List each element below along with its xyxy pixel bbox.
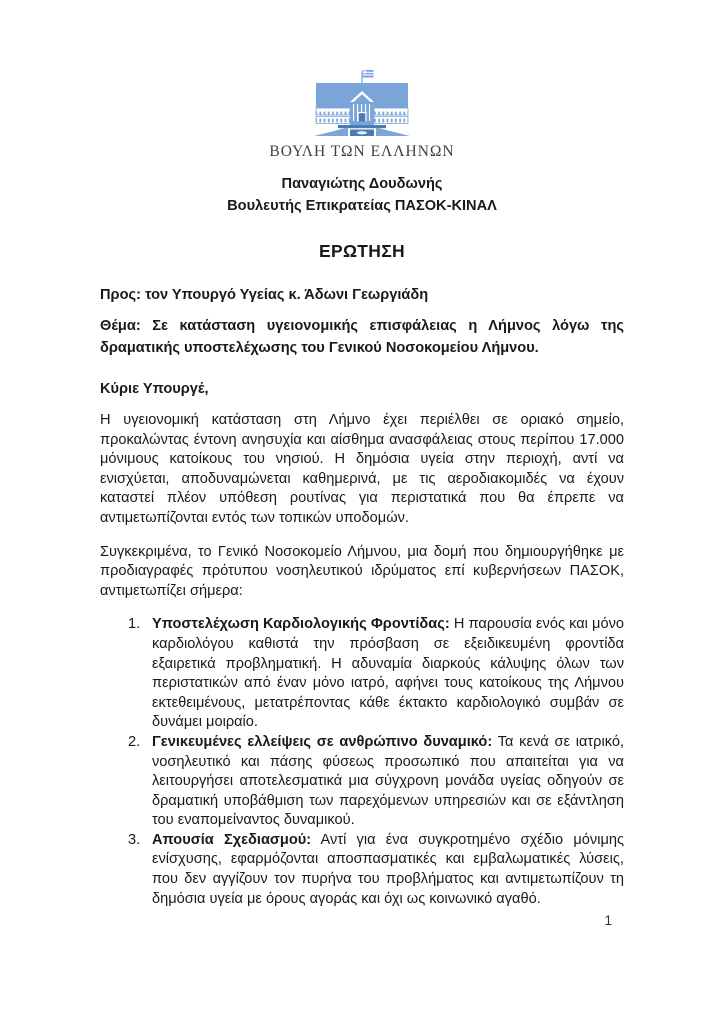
recipient-line: Προς: τον Υπουργό Υγείας κ. Άδωνι Γεωργιάδη (100, 287, 429, 303)
list-item-3-number: 3. (128, 831, 141, 848)
list-item-3-lead: Απουσία Σχεδιασμού: (152, 831, 312, 848)
list-item-1 (128, 615, 624, 733)
subject-line: Θέμα: Σε κατάσταση υγειονομικής επισφάλειας η Λήμνος λόγω της δραματικής υποστελέχωσης του Γενικού Νοσοκομείου Λήμνου. (100, 318, 624, 356)
author-name: Παναγιώτης Δουδωνής (281, 176, 443, 192)
body-paragraph-2: Συγκεκριμένα, το Γενικό Νοσοκομείο Λήμνου, μια δομή που δημιουργήθηκε με προδιαγραφές πρότυπου νοσηλευτικού ιδρύματος επί κυβερνήσεων ΠΑΣΟΚ, αντιμετωπίζει σήμερα: (100, 543, 624, 599)
issues-list (100, 615, 624, 909)
list-item-2-number: 2. (128, 733, 141, 750)
document-title: ΕΡΩΤΗΣΗ (319, 241, 405, 261)
author-title: Βουλευτής Επικρατείας ΠΑΣΟΚ-ΚΙΝΑΛ (227, 198, 497, 214)
list-item-3-text: Αντί για ένα συγκροτημένο σχέδιο μόνιμης ενίσχυσης, εφαρμόζονται αποσπασματικές και εμβαλωματικές λύσεις, που δεν αγγίζουν τον πυρήνα του προβλήματος και αντιμετωπίζουν τη δημόσια υγεία με όρους αγοράς και όχι ως κοινωνικό αγαθό. (152, 831, 625, 907)
body-paragraph-1: Η υγειονομική κατάσταση στη Λήμνο έχει περιέλθει σε οριακό σημείο, προκαλώντας έντονη ανησυχία και αίσθημα ανασφάλειας στους περίπου 17.000 μόνιμους κατοίκους του νησιού. Η δημόσια υγεία στην περιοχή, αντί να ενισχύεται, αποδυναμώνεται καθημερινά, με τις αεροδιακομιδές να έχουν καταστεί πλέον υπόθεση ρουτίνας για περιστατικά που θα έπρεπε να αντιμετωπίζονται εντός των τοπικών υποδομών. (100, 412, 624, 526)
list-item-2-body (152, 733, 624, 831)
list-item-3 (128, 831, 624, 909)
list-item-3-body (152, 831, 624, 909)
salutation: Κύριε Υπουργέ, (100, 381, 209, 397)
page-number: 1 (604, 913, 612, 928)
document-body (100, 241, 624, 909)
hellenic-parliament-building-icon (314, 68, 410, 140)
list-item-2-text: Τα κενά σε ιατρικό, νοσηλευτικό και πάσης φύσεως προσωπικό που απαιτείται για να λειτουργήσει αποτελεσματικά μια σύγχρονη μονάδα υγείας οδηγούν σε δραματική υποβάθμιση των παρεχόμενων υπηρεσιών και σε εξάντληση του εναπομείναντος δυναμικού. (152, 733, 624, 829)
list-item-2 (128, 733, 624, 831)
list-item-2-lead: Γενικευμένες ελλείψεις σε ανθρώπινο δυναμικό: (152, 733, 493, 750)
list-item-1-text: Η παρουσία ενός και μόνο καρδιολόγου καθιστά την πρόσβαση σε εξειδικευμένη φροντίδα εξαιρετικά προβληματική. Η αδυναμία διαρκούς κάλυψης όλων των περιστατικών από έναν μόνο ιατρό, αφήνει τους κατοίκους της Λήμνου εκτεθειμένους, μετατρέποντας κάθε έκτακτο καρδιολογικό συμβάν σε δυνάμει μοιραίο. (152, 616, 624, 731)
list-item-1-lead: Υποστελέχωση Καρδιολογικής Φροντίδας: (152, 616, 450, 633)
institution-name: ΒΟΥΛΗ ΤΩΝ ΕΛΛΗΝΩΝ (269, 143, 455, 160)
document-header (0, 0, 724, 214)
list-item-1-number: 1. (128, 616, 141, 633)
list-item-1-body (152, 615, 624, 733)
